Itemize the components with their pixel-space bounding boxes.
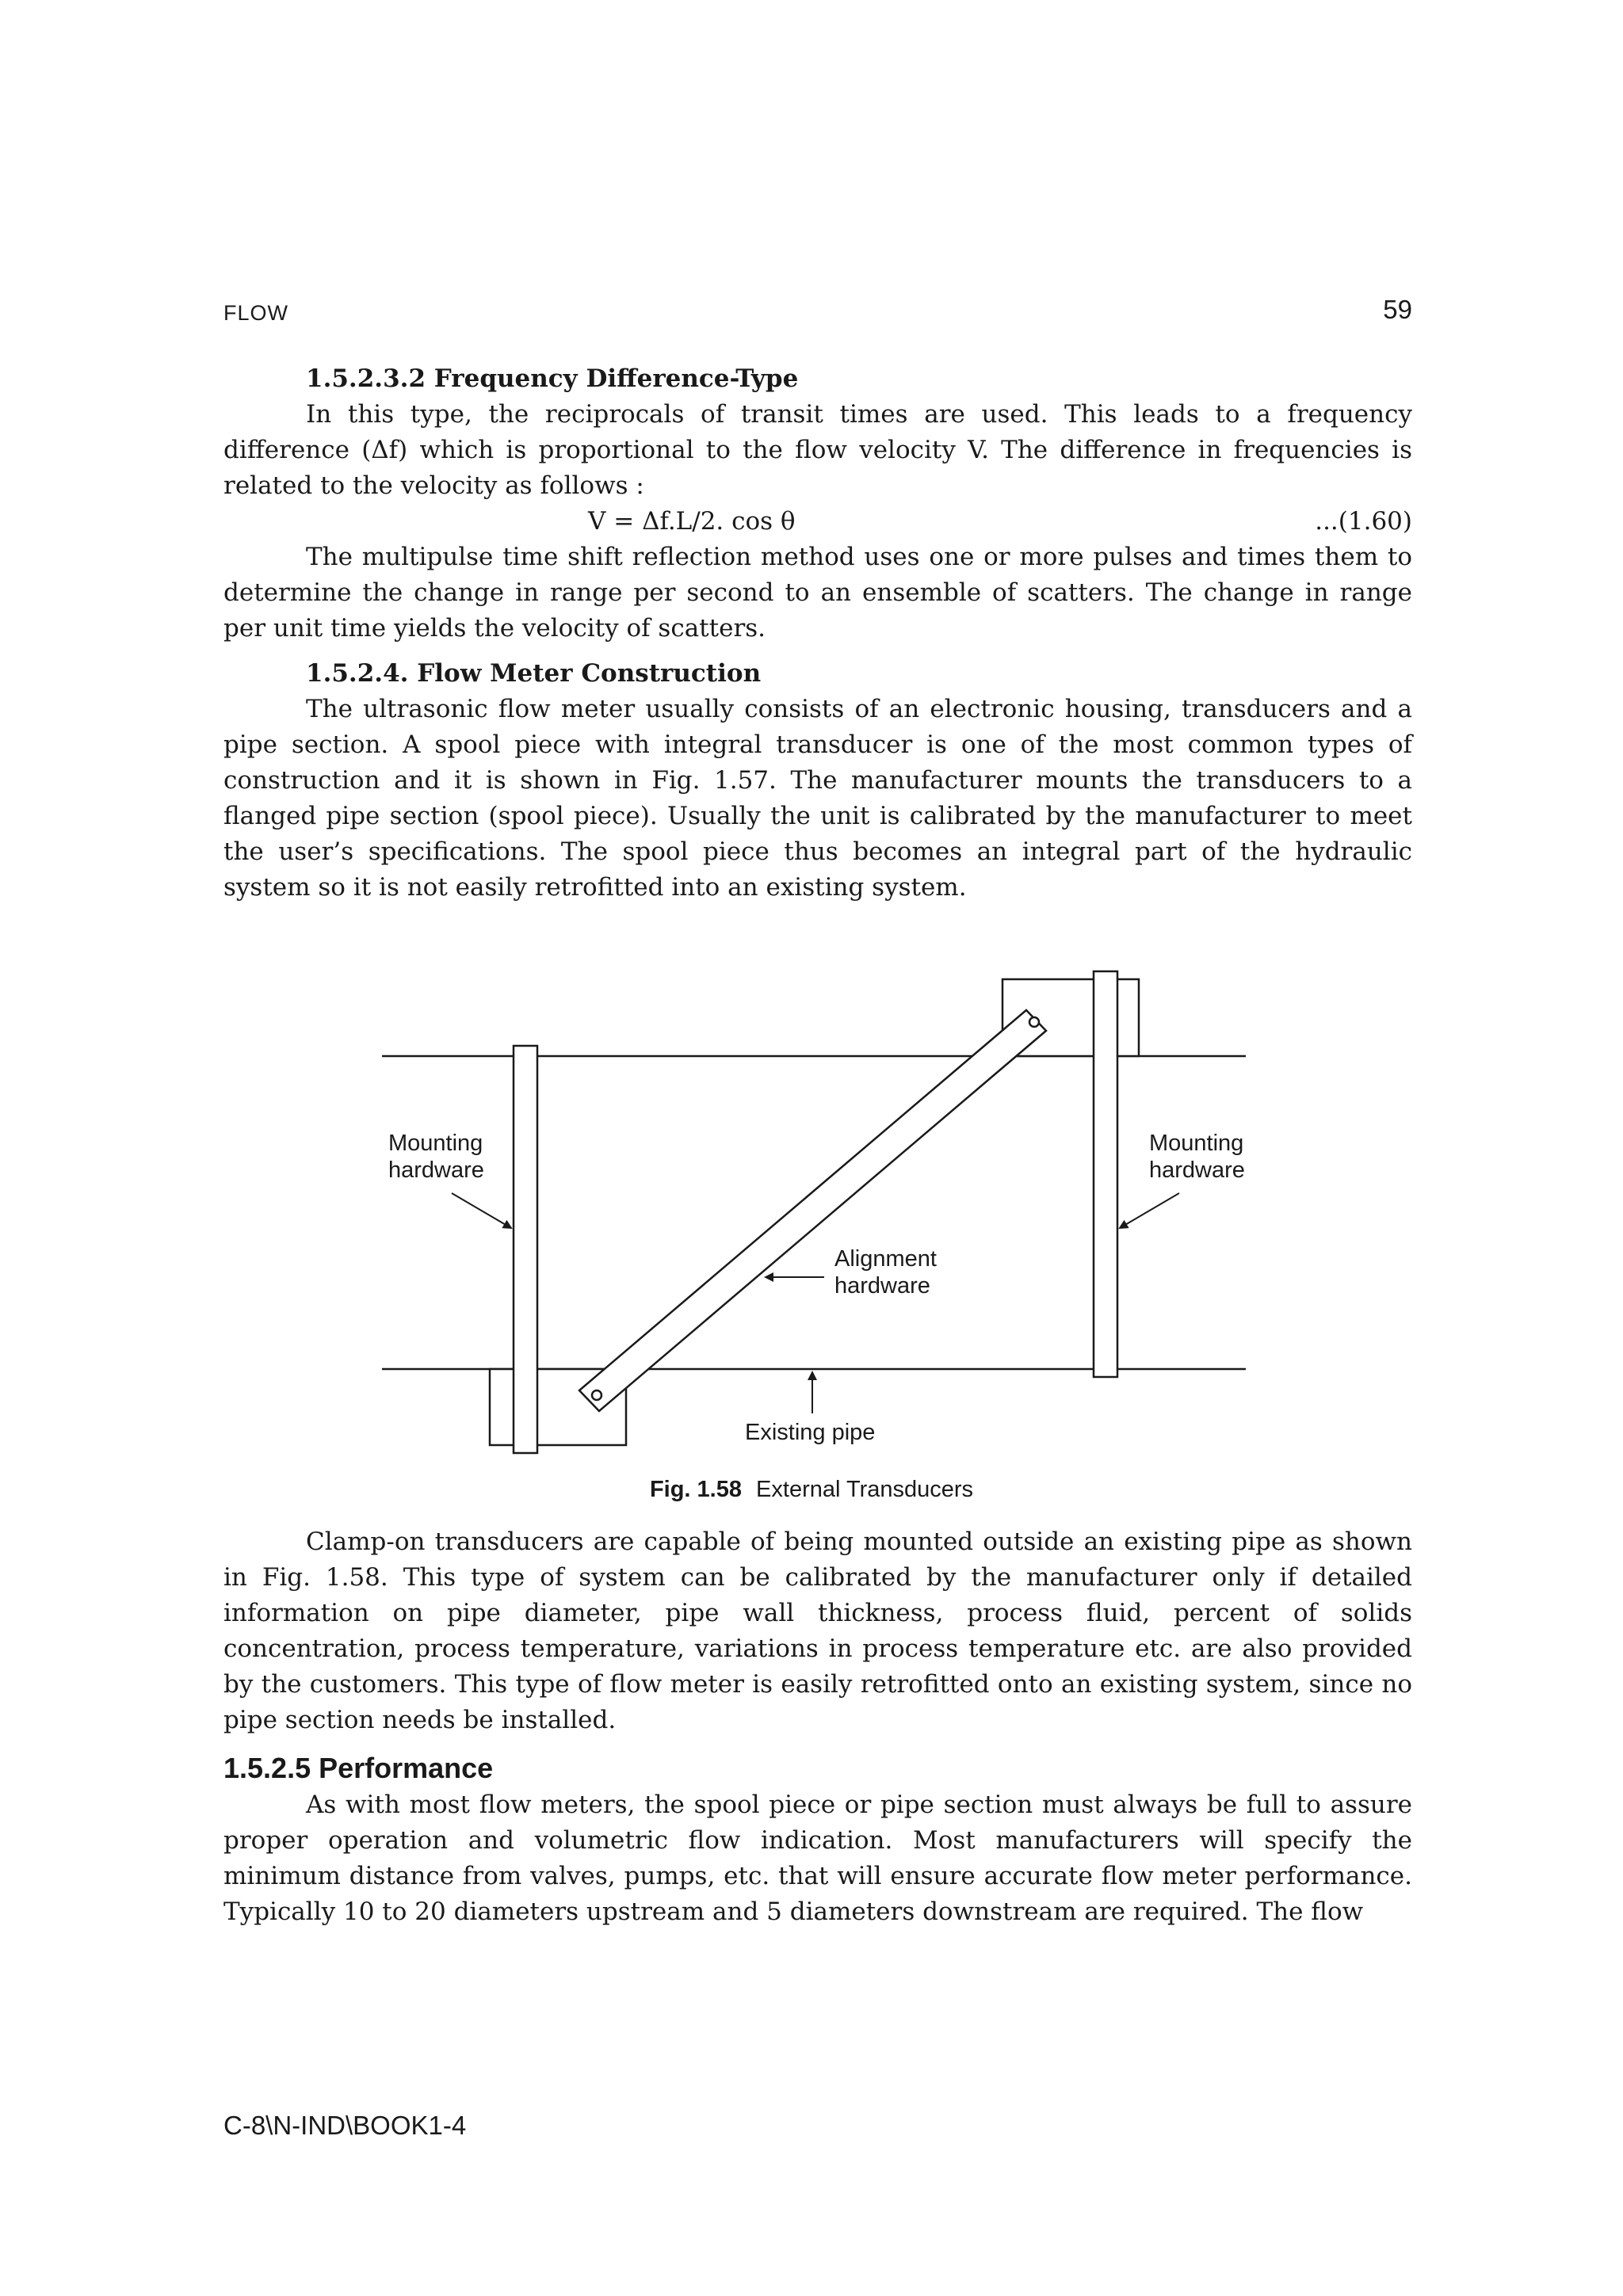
section-heading-construction: 1.5.2.4. Flow Meter Construction	[306, 659, 762, 688]
paragraph-multipulse: The multipulse time shift reflection method uses one or more pulses and times them to determine the change in range per second to an ensemble of scatters. The change in range per unit time yields the velocity of scatters.	[223, 543, 1412, 643]
alignment-bar-hole-upper	[1029, 1017, 1039, 1027]
label-mounting-left-2: hardware	[388, 1158, 484, 1183]
arrow-mounting-right	[1120, 1193, 1179, 1228]
figure-caption-text: External Transducers	[756, 1477, 974, 1502]
label-mounting-left-1: Mounting	[388, 1131, 483, 1156]
label-mounting-right-2: hardware	[1149, 1158, 1245, 1183]
figure-external-transducers	[372, 967, 1260, 1466]
paragraph-performance: As with most flow meters, the spool piece or pipe section must always be full to assure proper operation and volumetric flow indication. Most manufacturers will specify the minimum distance from valves, pumps, etc. that will ensure accurate flow meter performance. Typically 10 to 20 diameters upstream and 5 diameters downstream are required. The flow	[223, 1791, 1412, 1926]
arrow-mounting-left	[452, 1193, 511, 1228]
figure-caption	[0, 1477, 1623, 1503]
figure-caption-number: Fig. 1.58	[649, 1477, 742, 1502]
mounting-strap-right	[1094, 971, 1117, 1377]
label-alignment-2: hardware	[834, 1273, 930, 1299]
equation-number: ...(1.60)	[1315, 507, 1412, 536]
paragraph-frequency-difference: In this type, the reciprocals of transit times are used. This leads to a frequency difference (Δf) which is proportional to the flow velocity V. The difference in frequencies is related to the velocity as follows :	[223, 400, 1412, 500]
paragraph-clamp-on: Clamp-on transducers are capable of being mounted outside an existing pipe as shown in Fig. 1.58. This type of system can be calibrated by the manufacturer only if detailed information on pipe diameter, pipe wall thickness, process fluid, percent of solids concentration, process temperature, variations in process temperature etc. are also provided by the customers. This type of flow meter is easily retrofitted onto an existing system, since no pipe section needs be installed.	[223, 1527, 1412, 1734]
equation-body: V = Δf.L/2. cos θ	[588, 507, 796, 536]
section-heading-performance: 1.5.2.5 Performance	[223, 1752, 494, 1784]
page-number: 59	[1383, 295, 1412, 324]
paragraph-construction: The ultrasonic flow meter usually consists of an electronic housing, transducers and a pipe section. A spool piece with integral transducer is one of the most common types of construction and it is shown in Fig. 1.57. The manufacturer mounts the transducers to a flanged pipe section (spool piece). Usually the unit is calibrated by the manufacturer to meet the user’s specifications. The spool piece thus becomes an integral part of the hydraulic system so it is not easily retrofitted into an existing system.	[223, 695, 1412, 902]
section-heading-frequency-difference: 1.5.2.3.2 Frequency Difference-Type	[306, 364, 799, 393]
label-existing-pipe: Existing pipe	[745, 1420, 876, 1445]
label-mounting-right-1: Mounting	[1149, 1131, 1244, 1156]
alignment-bar-hole-lower	[592, 1390, 601, 1400]
label-alignment-1: Alignment	[834, 1246, 937, 1272]
equation-1-60	[223, 504, 1412, 540]
lower-text-block	[223, 1524, 1412, 1930]
running-head: FLOW	[223, 301, 288, 325]
upper-text-block	[223, 361, 1412, 906]
alignment-bar	[579, 1010, 1046, 1411]
mounting-strap-left	[514, 1046, 537, 1453]
footer-code: C-8\N-IND\BOOK1-4	[223, 2111, 467, 2140]
